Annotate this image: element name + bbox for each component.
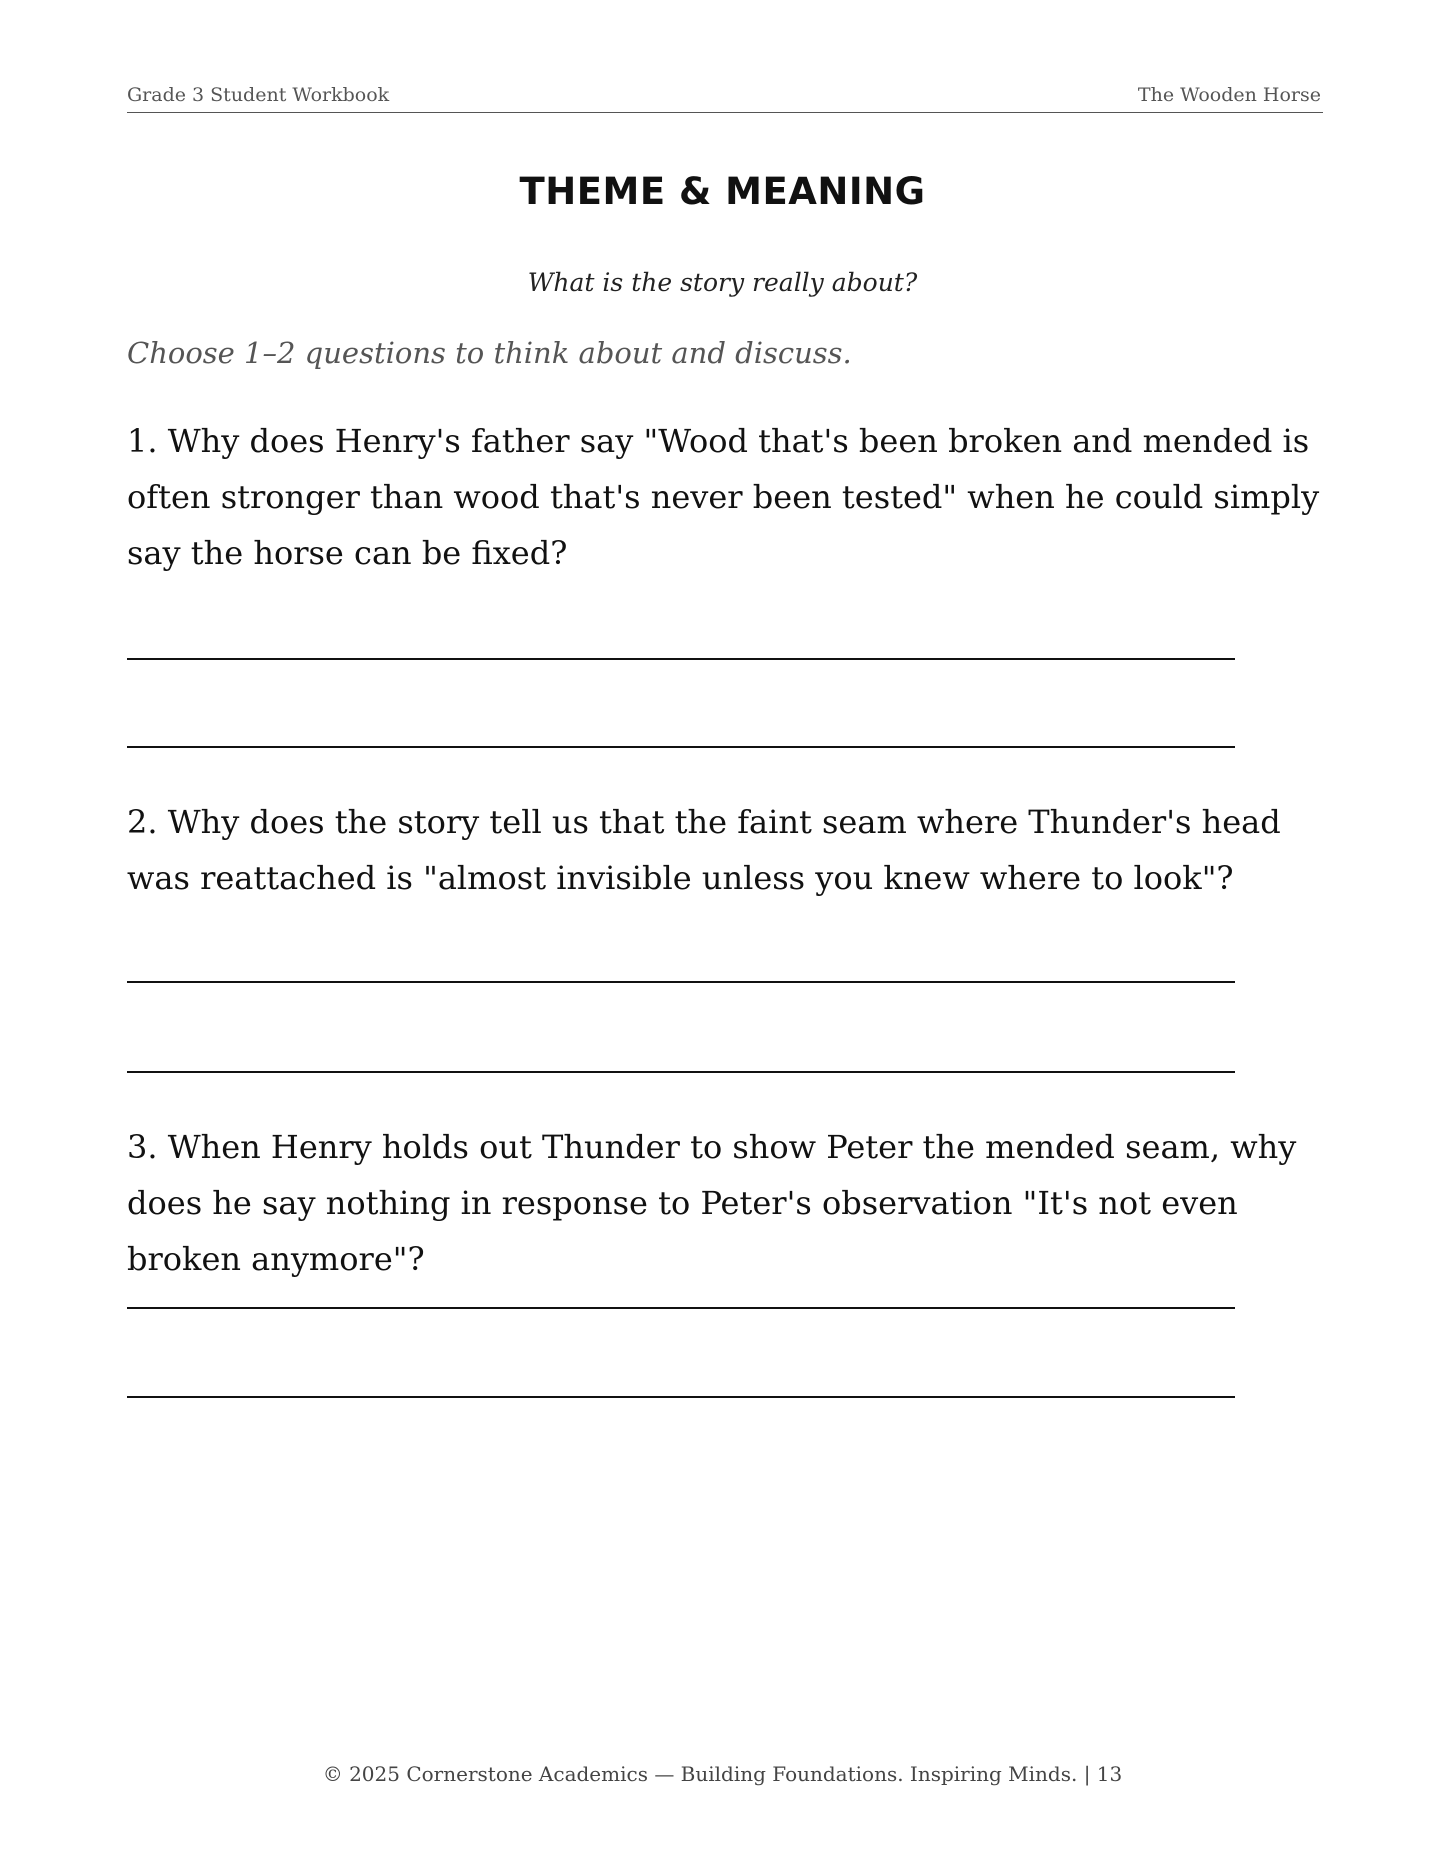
page-footer: © 2025 Cornerstone Academics — Building Foundations. Inspiring Minds. | 13 <box>322 1762 1123 1786</box>
page-title: THEME & MEANING <box>519 170 926 213</box>
question-1: 1. Why does Henry's father say "Wood that's been broken and mended is often stronger than wood that's never been tested" when he could simply say the horse can be fixed? <box>127 422 1320 572</box>
header-story-title: The Wooden Horse <box>1137 84 1321 106</box>
page-subtitle: What is the story really about? <box>527 268 918 297</box>
answer-line-1a[interactable] <box>127 658 1235 660</box>
answer-line-1b[interactable] <box>127 746 1235 748</box>
answer-line-3b[interactable] <box>127 1396 1235 1398</box>
page-header <box>127 82 1323 113</box>
answer-line-2a[interactable] <box>127 981 1235 983</box>
question-2: 2. Why does the story tell us that the faint seam where Thunder's head was reattached is "almost invisible unless you knew where to look"? <box>127 803 1281 897</box>
instructions: Choose 1–2 questions to think about and discuss. <box>127 336 852 370</box>
answer-line-3a[interactable] <box>127 1307 1235 1309</box>
header-workbook-label: Grade 3 Student Workbook <box>127 84 390 106</box>
question-3: 3. When Henry holds out Thunder to show Peter the mended seam, why does he say nothing in response to Peter's observation "It's not even broken anymore"? <box>127 1128 1297 1278</box>
answer-line-2b[interactable] <box>127 1071 1235 1073</box>
